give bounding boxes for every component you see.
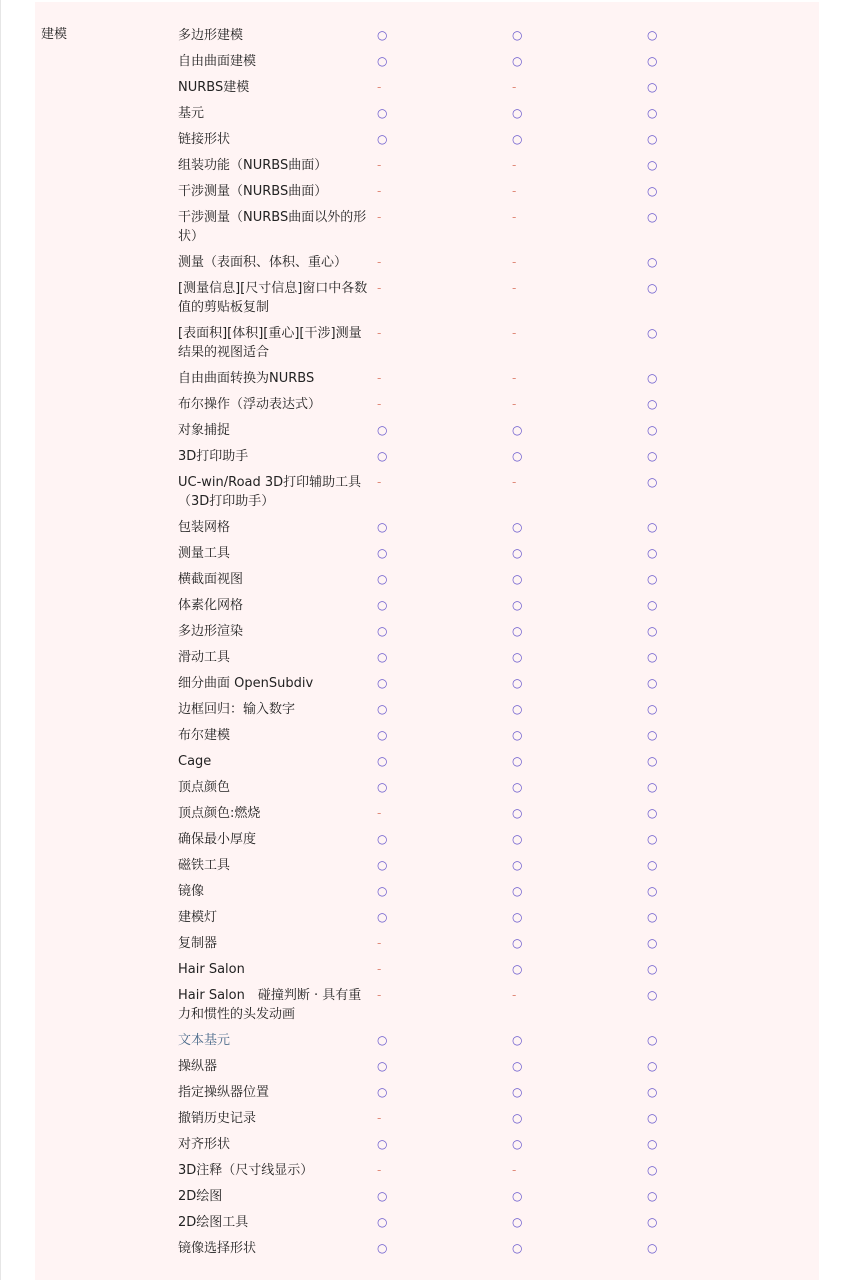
supported-mark-col2: ○ — [512, 598, 523, 612]
feature-name: 指定操纵器位置 — [178, 1085, 270, 1100]
supported-mark-col3: ○ — [647, 1033, 658, 1047]
supported-mark-col3: ○ — [647, 255, 658, 269]
feature-name: 布尔建模 — [178, 728, 231, 743]
supported-mark-col3: ○ — [647, 132, 658, 146]
table-row — [35, 1161, 819, 1187]
supported-mark-col2: ○ — [512, 676, 523, 690]
unsupported-mark-col2: - — [512, 281, 517, 295]
supported-mark-col3: ○ — [647, 210, 658, 224]
feature-name: NURBS建模 — [178, 80, 250, 95]
table-row — [35, 447, 819, 473]
feature-name: 滑动工具 — [178, 650, 231, 665]
feature-name: 2D绘图 — [178, 1189, 223, 1204]
supported-mark-col3: ○ — [647, 936, 658, 950]
unsupported-mark-col2: - — [512, 475, 517, 489]
unsupported-mark-col2: - — [512, 1163, 517, 1177]
feature-name: 对象捕捉 — [178, 423, 231, 438]
supported-mark-col1: ○ — [377, 754, 388, 768]
supported-mark-col3: ○ — [647, 1059, 658, 1073]
feature-name: 细分曲面 OpenSubdiv — [178, 676, 314, 691]
table-row — [35, 1213, 819, 1239]
supported-mark-col3: ○ — [647, 1215, 658, 1229]
supported-mark-col3: ○ — [647, 988, 658, 1002]
supported-mark-col3: ○ — [647, 1163, 658, 1177]
supported-mark-col2: ○ — [512, 1241, 523, 1255]
feature-name: UC-win/Road 3D打印辅助工具（3D打印助手） — [178, 475, 362, 509]
page-left-border — [0, 0, 1, 1280]
supported-mark-col1: ○ — [377, 1059, 388, 1073]
table-row — [35, 395, 819, 421]
unsupported-mark-col1: - — [377, 210, 382, 224]
feature-name: [测量信息][尺寸信息]窗口中各数值的剪贴板复制 — [178, 281, 368, 315]
supported-mark-col1: ○ — [377, 1189, 388, 1203]
supported-mark-col2: ○ — [512, 806, 523, 820]
table-row — [35, 518, 819, 544]
supported-mark-col3: ○ — [647, 962, 658, 976]
feature-comparison-table — [35, 0, 819, 1280]
table-row — [35, 960, 819, 986]
supported-mark-col2: ○ — [512, 884, 523, 898]
table-row — [35, 208, 819, 253]
supported-mark-col1: ○ — [377, 132, 388, 146]
feature-name: Hair Salon 碰撞判断 · 具有重力和惯性的头发动画 — [178, 988, 362, 1022]
supported-mark-col3: ○ — [647, 106, 658, 120]
table-row — [35, 1083, 819, 1109]
supported-mark-col3: ○ — [647, 80, 658, 94]
supported-mark-col3: ○ — [647, 650, 658, 664]
supported-mark-col1: ○ — [377, 28, 388, 42]
feature-name: Hair Salon — [178, 962, 245, 977]
table-body — [35, 26, 819, 1265]
feature-name: 体素化网格 — [178, 598, 244, 613]
supported-mark-col3: ○ — [647, 1189, 658, 1203]
feature-name: 确保最小厚度 — [178, 832, 257, 847]
table-row — [35, 182, 819, 208]
supported-mark-col1: ○ — [377, 650, 388, 664]
feature-name: 组装功能（NURBS曲面） — [178, 158, 328, 173]
feature-name: 操纵器 — [178, 1059, 218, 1074]
unsupported-mark-col2: - — [512, 80, 517, 94]
supported-mark-col2: ○ — [512, 754, 523, 768]
table-row — [35, 908, 819, 934]
supported-mark-col2: ○ — [512, 1111, 523, 1125]
unsupported-mark-col1: - — [377, 371, 382, 385]
supported-mark-col1: ○ — [377, 832, 388, 846]
table-row — [35, 369, 819, 395]
supported-mark-col3: ○ — [647, 546, 658, 560]
unsupported-mark-col2: - — [512, 255, 517, 269]
table-row — [35, 421, 819, 447]
supported-mark-col1: ○ — [377, 910, 388, 924]
unsupported-mark-col2: - — [512, 326, 517, 340]
supported-mark-col1: ○ — [377, 624, 388, 638]
table-row — [35, 570, 819, 596]
table-row — [35, 1239, 819, 1265]
feature-name: 干涉测量（NURBS曲面以外的形状） — [178, 210, 367, 244]
supported-mark-col3: ○ — [647, 397, 658, 411]
supported-mark-col2: ○ — [512, 1059, 523, 1073]
table-row — [35, 700, 819, 726]
unsupported-mark-col1: - — [377, 397, 382, 411]
supported-mark-col2: ○ — [512, 449, 523, 463]
supported-mark-col3: ○ — [647, 754, 658, 768]
supported-mark-col1: ○ — [377, 1215, 388, 1229]
unsupported-mark-col1: - — [377, 158, 382, 172]
unsupported-mark-col1: - — [377, 80, 382, 94]
feature-name: 自由曲面转换为NURBS — [178, 371, 315, 386]
supported-mark-col3: ○ — [647, 423, 658, 437]
supported-mark-col2: ○ — [512, 936, 523, 950]
feature-name: 测量（表面积、体积、重心） — [178, 255, 348, 270]
supported-mark-col3: ○ — [647, 598, 658, 612]
feature-name: 顶点颜色 — [178, 780, 231, 795]
table-row — [35, 156, 819, 182]
table-row — [35, 52, 819, 78]
supported-mark-col1: ○ — [377, 884, 388, 898]
table-row — [35, 596, 819, 622]
unsupported-mark-col2: - — [512, 988, 517, 1002]
supported-mark-col3: ○ — [647, 780, 658, 794]
supported-mark-col2: ○ — [512, 858, 523, 872]
supported-mark-col1: ○ — [377, 572, 388, 586]
supported-mark-col3: ○ — [647, 910, 658, 924]
feature-name: 镜像选择形状 — [178, 1241, 257, 1256]
feature-name: 3D注释（尺寸线显示） — [178, 1163, 314, 1178]
table-row — [35, 544, 819, 570]
supported-mark-col3: ○ — [647, 54, 658, 68]
supported-mark-col1: ○ — [377, 598, 388, 612]
supported-mark-col2: ○ — [512, 910, 523, 924]
table-row — [35, 253, 819, 279]
unsupported-mark-col1: - — [377, 936, 382, 950]
table-row — [35, 752, 819, 778]
table-row — [35, 648, 819, 674]
unsupported-mark-col1: - — [377, 806, 382, 820]
supported-mark-col1: ○ — [377, 1137, 388, 1151]
unsupported-mark-col1: - — [377, 1111, 382, 1125]
feature-name: 干涉测量（NURBS曲面） — [178, 184, 328, 199]
supported-mark-col2: ○ — [512, 650, 523, 664]
supported-mark-col1: ○ — [377, 449, 388, 463]
feature-name-link[interactable]: 文本基元 — [178, 1033, 231, 1048]
supported-mark-col3: ○ — [647, 281, 658, 295]
supported-mark-col3: ○ — [647, 624, 658, 638]
table-top-divider — [35, 0, 819, 2]
table-row — [35, 882, 819, 908]
supported-mark-col2: ○ — [512, 572, 523, 586]
supported-mark-col2: ○ — [512, 780, 523, 794]
supported-mark-col3: ○ — [647, 1137, 658, 1151]
feature-name: 磁铁工具 — [178, 858, 231, 873]
table-row — [35, 804, 819, 830]
supported-mark-col3: ○ — [647, 28, 658, 42]
feature-name: 测量工具 — [178, 546, 231, 561]
supported-mark-col2: ○ — [512, 1085, 523, 1099]
supported-mark-col1: ○ — [377, 728, 388, 742]
supported-mark-col3: ○ — [647, 832, 658, 846]
supported-mark-col1: ○ — [377, 1033, 388, 1047]
table-row — [35, 1135, 819, 1161]
table-row — [35, 986, 819, 1031]
supported-mark-col3: ○ — [647, 326, 658, 340]
feature-name: 建模灯 — [178, 910, 218, 925]
supported-mark-col1: ○ — [377, 1085, 388, 1099]
category-label: 建模 — [41, 27, 68, 42]
unsupported-mark-col2: - — [512, 371, 517, 385]
supported-mark-col2: ○ — [512, 1137, 523, 1151]
supported-mark-col2: ○ — [512, 423, 523, 437]
feature-name: 镜像 — [178, 884, 205, 899]
feature-name: [表面积][体积][重心][干涉]测量结果的视图适合 — [178, 326, 362, 360]
supported-mark-col3: ○ — [647, 1085, 658, 1099]
table-row — [35, 1187, 819, 1213]
supported-mark-col1: ○ — [377, 858, 388, 872]
supported-mark-col2: ○ — [512, 962, 523, 976]
feature-name: 横截面视图 — [178, 572, 244, 587]
feature-name: 对齐形状 — [178, 1137, 231, 1152]
supported-mark-col3: ○ — [647, 884, 658, 898]
supported-mark-col2: ○ — [512, 132, 523, 146]
unsupported-mark-col1: - — [377, 962, 382, 976]
supported-mark-col3: ○ — [647, 702, 658, 716]
feature-name: 2D绘图工具 — [178, 1215, 249, 1230]
table-row — [35, 324, 819, 369]
supported-mark-col2: ○ — [512, 728, 523, 742]
supported-mark-col2: ○ — [512, 1033, 523, 1047]
unsupported-mark-col1: - — [377, 475, 382, 489]
feature-name: 基元 — [178, 106, 205, 121]
supported-mark-col1: ○ — [377, 546, 388, 560]
table-row — [35, 26, 819, 52]
supported-mark-col3: ○ — [647, 858, 658, 872]
table-row — [35, 473, 819, 518]
unsupported-mark-col1: - — [377, 184, 382, 198]
feature-name: 复制器 — [178, 936, 218, 951]
unsupported-mark-col2: - — [512, 210, 517, 224]
supported-mark-col2: ○ — [512, 624, 523, 638]
supported-mark-col3: ○ — [647, 1111, 658, 1125]
supported-mark-col3: ○ — [647, 572, 658, 586]
supported-mark-col3: ○ — [647, 676, 658, 690]
supported-mark-col1: ○ — [377, 702, 388, 716]
table-row — [35, 279, 819, 324]
supported-mark-col2: ○ — [512, 702, 523, 716]
supported-mark-col2: ○ — [512, 1215, 523, 1229]
supported-mark-col1: ○ — [377, 1241, 388, 1255]
table-row — [35, 856, 819, 882]
supported-mark-col2: ○ — [512, 1189, 523, 1203]
unsupported-mark-col1: - — [377, 255, 382, 269]
supported-mark-col2: ○ — [512, 106, 523, 120]
supported-mark-col2: ○ — [512, 832, 523, 846]
table-row — [35, 1031, 819, 1057]
supported-mark-col2: ○ — [512, 28, 523, 42]
feature-name: 3D打印助手 — [178, 449, 249, 464]
feature-name: 顶点颜色:燃烧 — [178, 806, 261, 821]
supported-mark-col3: ○ — [647, 158, 658, 172]
unsupported-mark-col1: - — [377, 326, 382, 340]
table-row — [35, 130, 819, 156]
feature-name: 自由曲面建模 — [178, 54, 257, 69]
feature-name: 撤销历史记录 — [178, 1111, 257, 1126]
unsupported-mark-col2: - — [512, 184, 517, 198]
table-row — [35, 104, 819, 130]
feature-name: 布尔操作（浮动表达式） — [178, 397, 322, 412]
feature-name: 边框回归：输入数字 — [178, 702, 296, 717]
supported-mark-col3: ○ — [647, 806, 658, 820]
table-row — [35, 622, 819, 648]
supported-mark-col1: ○ — [377, 54, 388, 68]
supported-mark-col3: ○ — [647, 449, 658, 463]
supported-mark-col3: ○ — [647, 184, 658, 198]
table-row — [35, 674, 819, 700]
supported-mark-col3: ○ — [647, 520, 658, 534]
feature-name: 包装网格 — [178, 520, 231, 535]
unsupported-mark-col1: - — [377, 988, 382, 1002]
supported-mark-col1: ○ — [377, 780, 388, 794]
table-row — [35, 726, 819, 752]
table-row — [35, 78, 819, 104]
supported-mark-col1: ○ — [377, 423, 388, 437]
supported-mark-col3: ○ — [647, 1241, 658, 1255]
table-row — [35, 934, 819, 960]
table-row — [35, 830, 819, 856]
table-row — [35, 1057, 819, 1083]
feature-name: 多边形建模 — [178, 28, 244, 43]
unsupported-mark-col1: - — [377, 281, 382, 295]
supported-mark-col3: ○ — [647, 728, 658, 742]
supported-mark-col3: ○ — [647, 371, 658, 385]
supported-mark-col1: ○ — [377, 106, 388, 120]
unsupported-mark-col2: - — [512, 158, 517, 172]
supported-mark-col2: ○ — [512, 546, 523, 560]
feature-name: Cage — [178, 754, 212, 769]
unsupported-mark-col1: - — [377, 1163, 382, 1177]
unsupported-mark-col2: - — [512, 397, 517, 411]
feature-name: 链接形状 — [178, 132, 231, 147]
supported-mark-col1: ○ — [377, 676, 388, 690]
supported-mark-col2: ○ — [512, 520, 523, 534]
supported-mark-col1: ○ — [377, 520, 388, 534]
feature-name: 多边形渲染 — [178, 624, 244, 639]
supported-mark-col2: ○ — [512, 54, 523, 68]
table-row — [35, 778, 819, 804]
table-row — [35, 1109, 819, 1135]
supported-mark-col3: ○ — [647, 475, 658, 489]
